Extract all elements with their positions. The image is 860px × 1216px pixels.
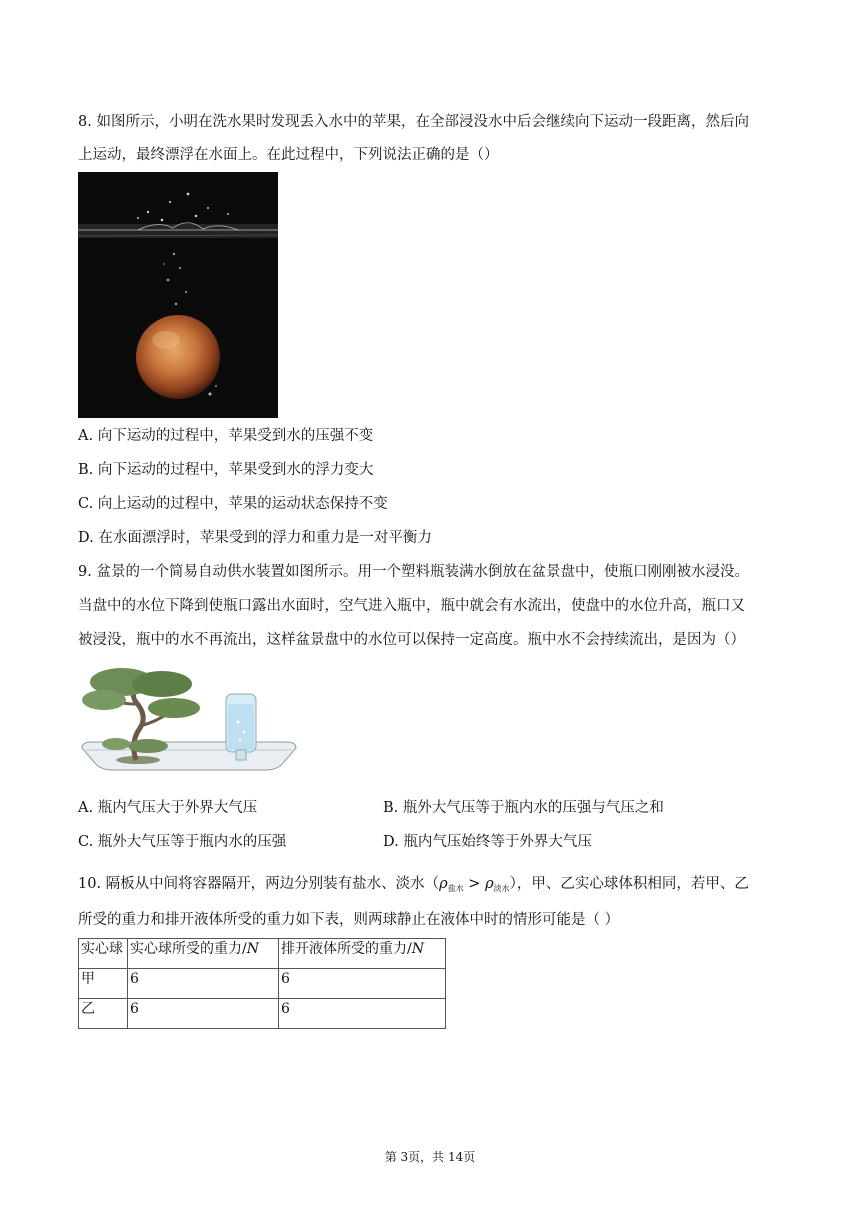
q10-stem-line1-post: ），甲、乙实心球体积相同，若甲、乙: [509, 876, 749, 892]
table-cell: 6: [128, 969, 279, 999]
greater-than-sign: >: [463, 876, 486, 892]
table-cell: 乙: [79, 999, 128, 1029]
q9-option-a: A. 瓶内气压大于外界大气压: [78, 800, 258, 816]
bonsai-water-bottle-diagram: [78, 662, 300, 774]
q9-option-b: B. 瓶外大气压等于瓶内水的压强与气压之和: [383, 800, 664, 816]
q8-option-d: D. 在水面漂浮时，苹果受到的浮力和重力是一对平衡力: [78, 530, 432, 546]
q8-stem-line1: 8. 如图所示，小明在洗水果时发现丢入水中的苹果，在全部浸没水中后会继续向下运动一段距离，然后向: [78, 114, 749, 130]
q10-table: [78, 938, 446, 1029]
q9-option-c: C. 瓶外大气压等于瓶内水的压强: [78, 834, 287, 850]
q8-stem-line2: 上运动，最终漂浮在水面上。在此过程中，下列说法正确的是（）: [78, 147, 499, 163]
rho-symbol: ρ: [485, 876, 494, 892]
rho-subscript-salt: 盐水: [447, 884, 464, 893]
table-row: [79, 969, 446, 999]
table-header-row: [79, 939, 446, 969]
q8-option-b: B. 向下运动的过程中，苹果受到水的浮力变大: [78, 462, 374, 478]
apple-in-water-photo: [78, 172, 278, 418]
q9-stem-line1: 9. 盆景的一个简易自动供水装置如图所示。用一个塑料瓶装满水倒放在盆景盘中，使瓶口刚刚被水浸没。: [78, 564, 749, 580]
q8-option-c: C. 向上运动的过程中，苹果的运动状态保持不变: [78, 496, 388, 512]
table-header-cell: 实心球所受的重力/N: [128, 939, 279, 969]
q9-stem-line2: 当盘中的水位下降到使瓶口露出水面时，空气进入瓶中，瓶中就会有水流出，使盘中的水位升高，瓶口又: [78, 598, 745, 614]
table-header-cell: 排开液体所受的重力/N: [279, 939, 446, 969]
q8-option-a: A. 向下运动的过程中，苹果受到水的压强不变: [78, 428, 374, 444]
table-cell: 6: [279, 969, 446, 999]
q9-stem-line3: 被浸没，瓶中的水不再流出，这样盆景盘中的水位可以保持一定高度。瓶中水不会持续流出，是因为（）: [78, 632, 745, 648]
rho-symbol: ρ: [439, 876, 448, 892]
page-footer: 第 3页，共 14页: [384, 1150, 476, 1164]
q9-option-d: D. 瓶内气压始终等于外界大气压: [383, 834, 592, 850]
table-cell: 6: [128, 999, 279, 1029]
q10-stem-line1-pre: 10. 隔板从中间将容器隔开，两边分别装有盐水、淡水（: [78, 876, 440, 892]
q10-stem-line1: [78, 874, 749, 899]
rho-subscript-fresh: 淡水: [493, 884, 510, 893]
q10-stem-line2: 所受的重力和排开液体所受的重力如下表，则两球静止在液体中时的情形可能是（ ）: [78, 912, 620, 928]
table-row: [79, 999, 446, 1029]
table-header-cell: 实心球: [79, 939, 128, 969]
table-cell: 6: [279, 999, 446, 1029]
table-cell: 甲: [79, 969, 128, 999]
